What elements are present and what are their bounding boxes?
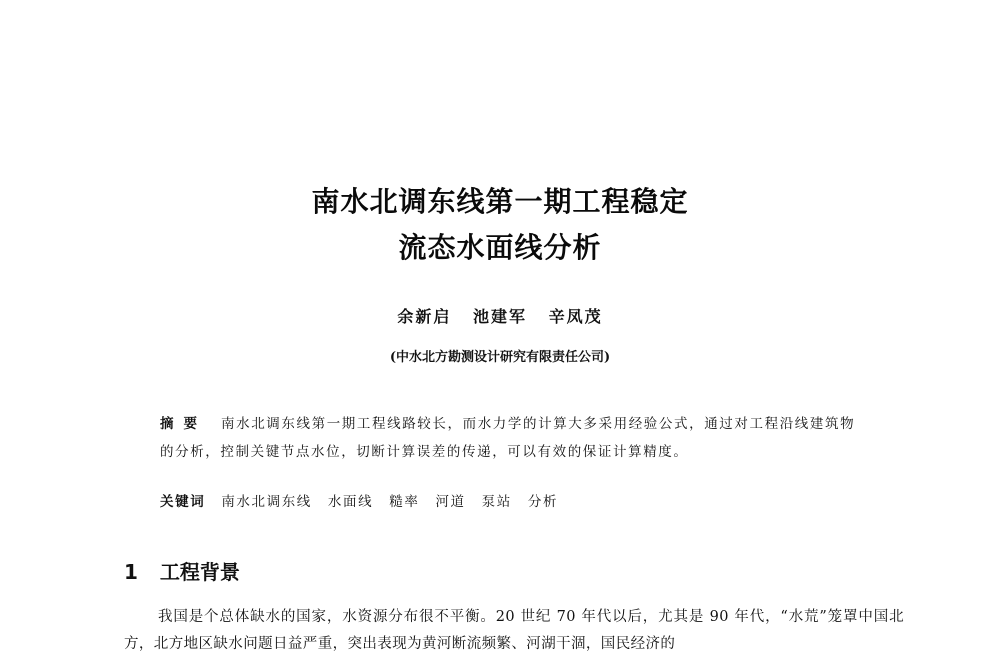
- keyword: 糙率: [389, 494, 420, 510]
- body-paragraph: 我国是个总体缺水的国家，水资源分布很不平衡。20 世纪 70 年代以后，尤其是 90 年代，“水荒”笼罩中国北方，北方地区缺水问题日益严重，突出表现为黄河断流频繁、河湖干涸，国民经济的: [124, 609, 904, 652]
- keyword: 河道: [435, 494, 466, 510]
- keywords-label: 关键词: [160, 494, 206, 510]
- author-list: 余新启 池建军 辛凤茂: [397, 307, 603, 326]
- section-number: 1: [124, 560, 138, 584]
- keywords: [160, 489, 870, 515]
- paper-title-line-1: 南水北调东线第一期工程稳定: [311, 185, 689, 218]
- section-heading: [124, 556, 240, 585]
- keyword: 泵站: [481, 494, 512, 510]
- author-affiliation: (中水北方勘测设计研究有限责任公司): [389, 350, 611, 365]
- abstract-label: 摘要: [160, 416, 207, 432]
- keyword: 南水北调东线: [221, 494, 312, 510]
- keyword: 分析: [527, 494, 559, 510]
- abstract: [160, 410, 870, 466]
- section-title: 工程背景: [159, 560, 240, 584]
- paper-title-line-2: 流态水面线分析: [398, 231, 602, 264]
- abstract-text: 南水北调东线第一期工程线路较长，而水力学的计算大多采用经验公式，通过对工程沿线建筑物的分析，控制关键节点水位，切断计算误差的传递，可以有效的保证计算精度。: [160, 416, 856, 460]
- keyword: 水面线: [327, 494, 374, 510]
